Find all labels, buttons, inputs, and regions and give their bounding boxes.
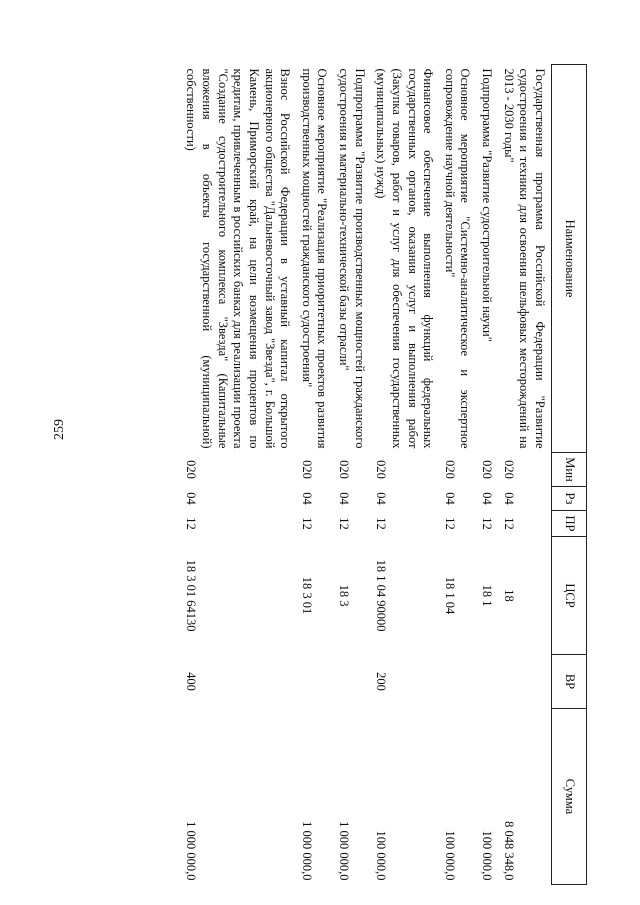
row-pr: 12 (501, 517, 516, 530)
row-sum: 1 000 000,0 (337, 821, 352, 881)
row-vr (334, 655, 371, 709)
row-pr: 12 (184, 517, 199, 530)
row-rz: 04 (480, 492, 495, 505)
row-rz: 04 (374, 492, 389, 505)
row-vr (477, 655, 499, 709)
row-sum: 100 000,0 (442, 830, 457, 881)
row-name: Финансовое обеспечение выполнения функций федеральных государственных органов, оказания услуг и выполнения работ (Закупка товаров, работ и услуг для обеспечения государственных (муниципальных) нужд) (374, 68, 436, 449)
row-min: 020 (184, 460, 199, 479)
row-csr: 18 3 01 64130 (184, 559, 199, 632)
table-row (296, 65, 333, 885)
page-number: 259 (52, 419, 67, 440)
budget-table (181, 64, 587, 885)
row-rz: 04 (442, 492, 457, 505)
row-csr: 18 3 01 (299, 576, 314, 615)
row-rz: 04 (337, 492, 352, 505)
row-min: 020 (501, 460, 516, 479)
header-min: Мин (552, 453, 587, 487)
row-sum: 1 000 000,0 (184, 821, 199, 881)
table-row (371, 65, 440, 885)
row-pr: 12 (374, 517, 389, 530)
row-vr (439, 655, 476, 709)
row-min: 020 (299, 460, 314, 479)
header-csr: ЦСР (552, 537, 587, 655)
row-name: Подпрограмма "Развитие производственных мощностей гражданского судостроения и материально-технической базы отрасли" (337, 68, 367, 449)
header-vr: ВР (552, 655, 587, 709)
row-pr: 12 (337, 517, 352, 530)
row-rz: 04 (501, 492, 516, 505)
row-sum: 100 000,0 (374, 830, 389, 881)
header-name: Наименование (552, 65, 587, 453)
row-csr: 18 (501, 589, 516, 602)
row-rz: 04 (184, 492, 199, 505)
table-row (477, 65, 499, 885)
header-sum: Сумма (552, 709, 587, 885)
row-name: Основное мероприятие "Реализация приоритетных проектов развития производственных мощностей гражданского судостроения" (299, 68, 330, 449)
row-rz: 04 (299, 492, 314, 505)
row-name: Основное мероприятие "Системно-аналитическое и экспертное сопровождение научной деятельности" (442, 68, 473, 449)
row-pr: 12 (442, 517, 457, 530)
row-sum: 1 000 000,0 (299, 821, 314, 881)
rotated-budget-sheet (85, 64, 587, 884)
row-vr (498, 655, 551, 709)
header-rz: Рз (552, 487, 587, 511)
table-row (181, 65, 296, 885)
row-pr: 12 (480, 517, 495, 530)
row-name: Государственная программа Российской Федерации "Развитие судостроения и техники для освоения шельфовых месторождений на 2013 - 2030 годы" (501, 68, 547, 449)
table-row (334, 65, 371, 885)
row-min: 020 (337, 460, 352, 479)
row-csr: 18 1 (480, 584, 495, 607)
row-min: 020 (442, 460, 457, 479)
row-min: 020 (480, 460, 495, 479)
row-csr: 18 1 04 90000 (374, 559, 389, 632)
row-vr (296, 655, 333, 709)
row-csr: 18 1 04 (442, 576, 457, 615)
row-name: Взнос Российской Федерации в уставный капитал открытого акционерного общества "Дальневосточный завод "Звезда", г. Большой Камень, Приморский край, на цели возмещения процентов по кредитам, привлеченным в российских банках для реализации проекта "Создание судостроительного комплекса "Звезда" (Капитальные вложения в объекты государственной (муниципальной) собственности) (184, 68, 293, 449)
row-vr: 400 (184, 672, 199, 691)
header-pr: ПР (552, 511, 587, 537)
row-pr: 12 (299, 517, 314, 530)
row-vr: 200 (374, 672, 389, 691)
row-name: Подпрограмма "Развитие судостроительной науки" (480, 68, 495, 342)
table-row (439, 65, 476, 885)
header-row (552, 65, 587, 885)
row-sum: 100 000,0 (480, 830, 495, 881)
row-sum: 8 048 348,0 (501, 821, 516, 881)
table-row (498, 65, 551, 885)
row-csr: 18 3 (337, 584, 352, 607)
row-min: 020 (374, 460, 389, 479)
